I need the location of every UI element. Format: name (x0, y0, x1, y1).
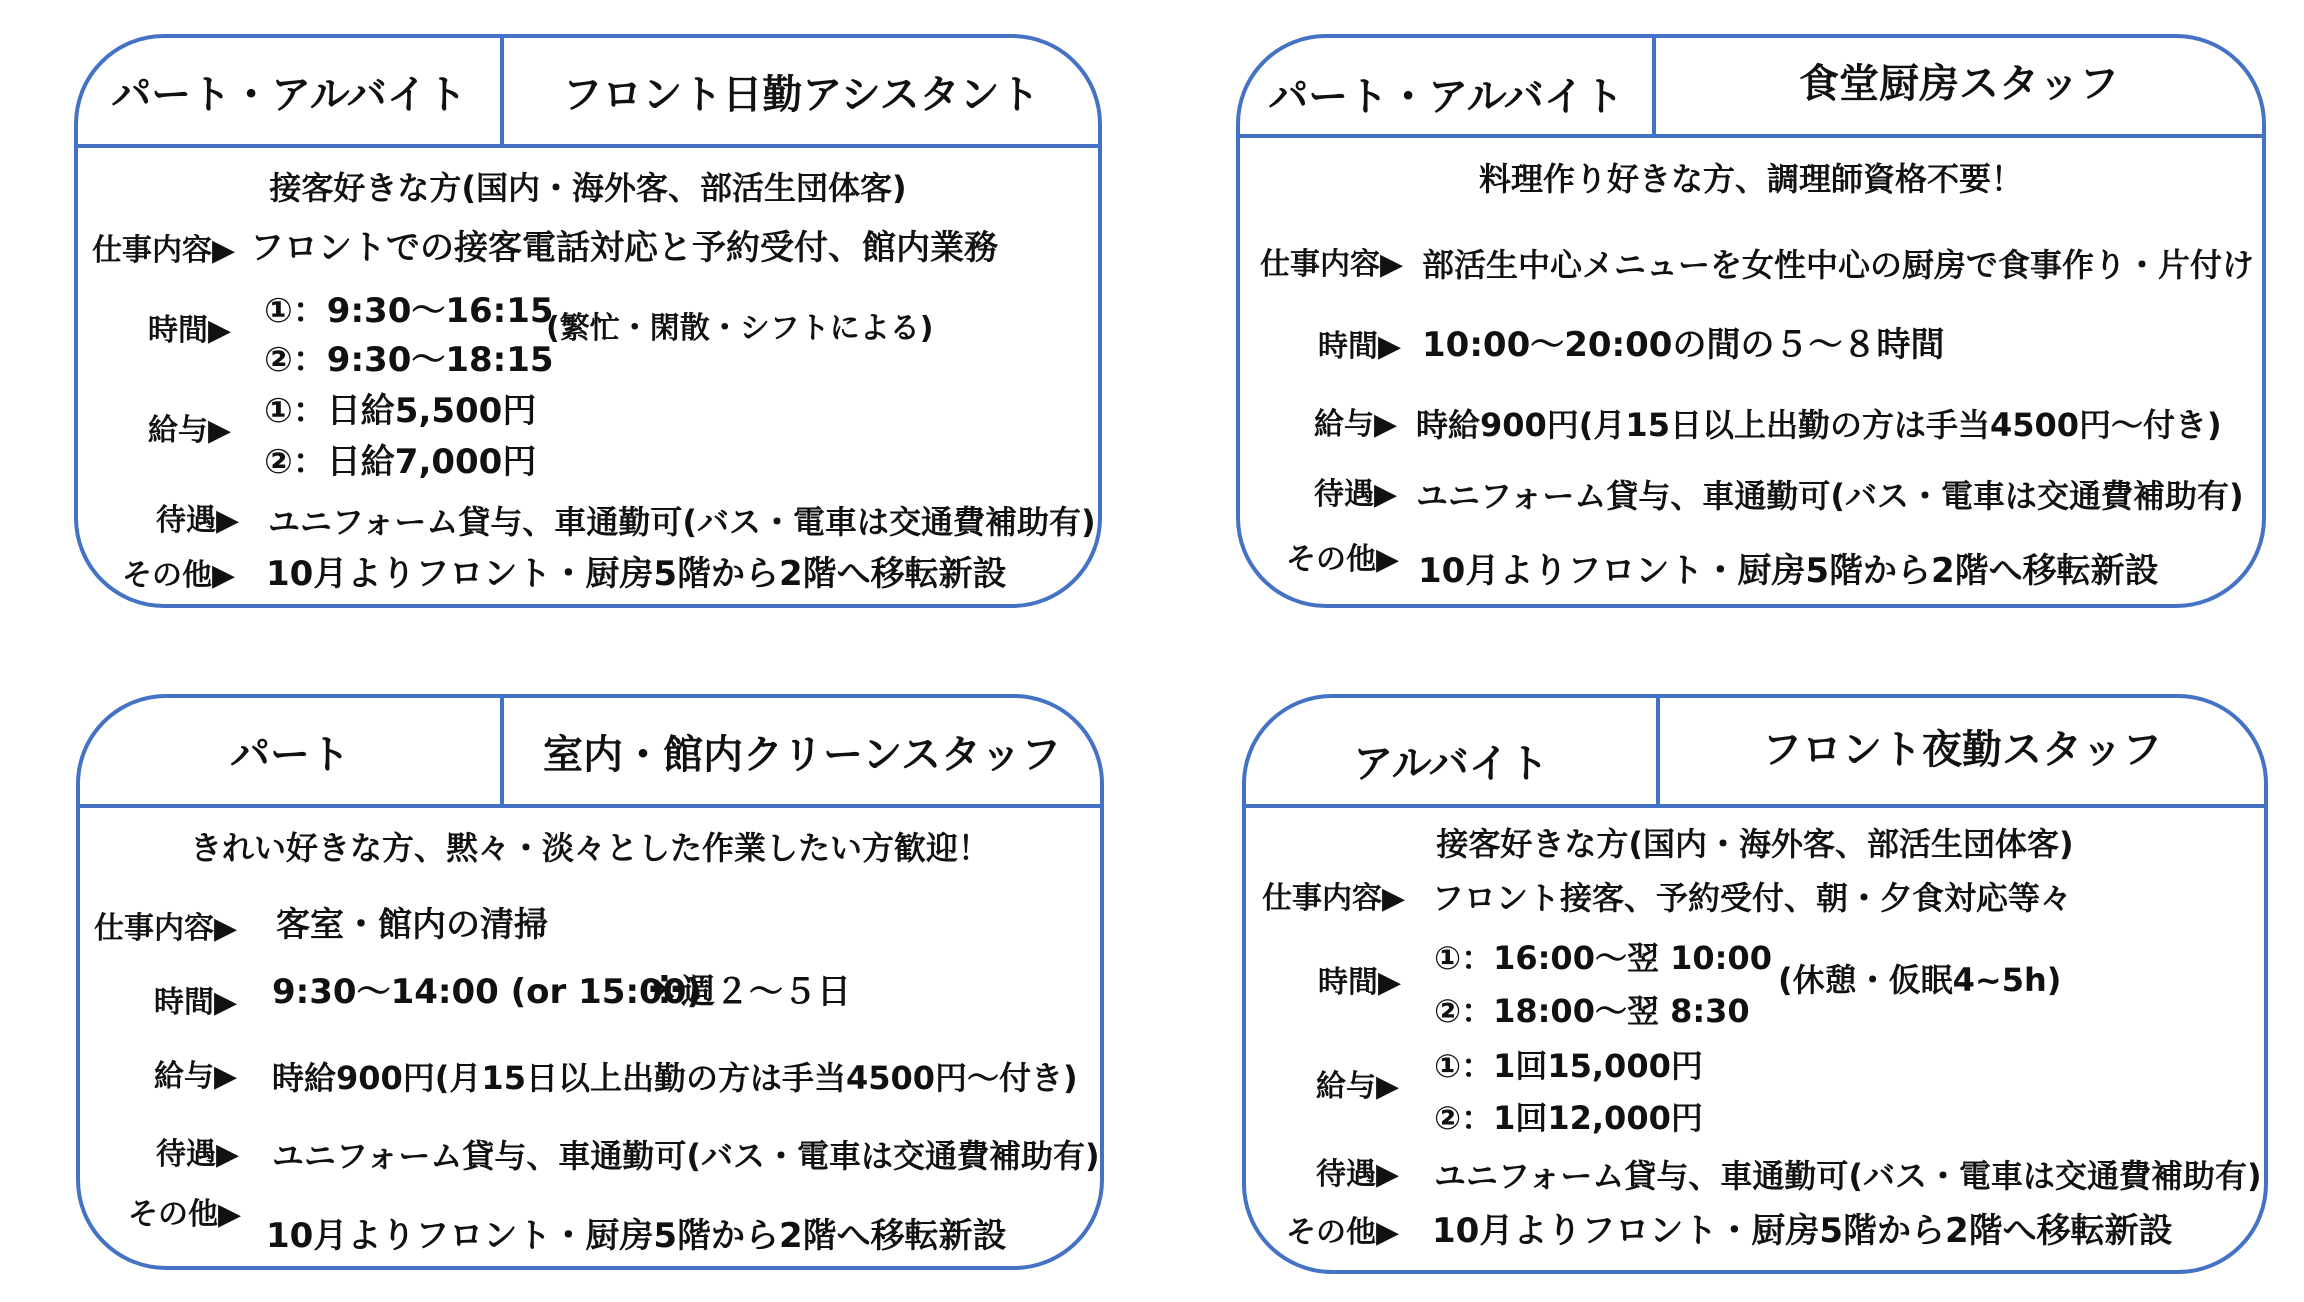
pay-option-2: ②：1回12,000円 (1434, 1099, 1703, 1137)
pay: 時給900円(月15日以上出勤の方は手当4500円〜付き) (272, 1059, 1078, 1097)
hours-note: (休憩・仮眠4~5h) (1778, 961, 2062, 999)
other-info: 10月よりフロント・厨房5階から2階へ移転新設 (266, 1216, 1007, 1256)
hours-label: 時間▶ (148, 313, 232, 348)
pay-option-1: ①：日給5,500円 (264, 391, 537, 431)
job-title: フロント夜勤スタッフ (1762, 726, 2162, 773)
other-label: その他▶ (122, 558, 236, 593)
hours: 9:30〜14:00 (or 15:00) (272, 972, 702, 1012)
hours: 10:00〜20:00の間の５〜８時間 (1422, 325, 1945, 365)
tagline: 接客好きな方(国内・海外客、部活生団体客) (269, 169, 907, 207)
hours-note: ※週２〜５日 (648, 972, 852, 1012)
pay-option-1: ①：1回15,000円 (1434, 1047, 1703, 1085)
job-card-kitchen (1236, 34, 2266, 608)
job-title: フロント日勤アシスタント (562, 71, 1040, 118)
job-description: フロント接客、予約受付、朝・夕食対応等々 (1432, 879, 2073, 917)
job-label: 仕事内容▶ (92, 233, 236, 268)
job-description: 部活生中心メニューを女性中心の厨房で食事作り・片付け (1422, 246, 2255, 284)
card-header (1240, 38, 2262, 138)
hours-label: 時間▶ (154, 985, 238, 1020)
employment-type: アルバイト (1353, 740, 1549, 787)
benefits-label: 待遇▶ (1314, 477, 1398, 512)
hours-label: 時間▶ (1318, 965, 1402, 1000)
hours-option-2: ②：9:30〜18:15 (264, 340, 554, 380)
other-info: 10月よりフロント・厨房5階から2階へ移転新設 (266, 554, 1007, 594)
job-label: 仕事内容▶ (1260, 247, 1404, 282)
tagline: きれい好きな方、黙々・淡々とした作業したい方歓迎！ (189, 829, 990, 867)
job-label: 仕事内容▶ (1262, 881, 1406, 916)
pay: 時給900円(月15日以上出勤の方は手当4500円〜付き) (1416, 406, 2222, 444)
card-header (1246, 698, 2264, 808)
job-description: 客室・館内の清掃 (276, 905, 548, 945)
job-card-front-day (74, 34, 1102, 608)
pay-option-2: ②：日給7,000円 (264, 442, 537, 482)
job-card-cleaning (76, 694, 1104, 1270)
pay-label: 給与▶ (1314, 407, 1398, 442)
employment-type: パート・アルバイト (111, 71, 467, 118)
hours-note: (繁忙・閑散・シフトによる) (546, 311, 934, 346)
tagline: 接客好きな方(国内・海外客、部活生団体客) (1436, 825, 2074, 863)
hours-option-1: ①：9:30〜16:15 (264, 291, 554, 331)
benefits: ユニフォーム貸与、車通勤可(バス・電車は交通費補助有) (1416, 477, 2244, 515)
benefits-label: 待遇▶ (156, 503, 240, 538)
employment-type: パート (230, 731, 350, 778)
other-label: その他▶ (1286, 1215, 1400, 1250)
other-info: 10月よりフロント・厨房5階から2階へ移転新設 (1418, 551, 2159, 591)
job-card-front-night (1242, 694, 2268, 1274)
job-label: 仕事内容▶ (94, 911, 238, 946)
employment-type: パート・アルバイト (1268, 73, 1624, 120)
job-description: フロントでの接客電話対応と予約受付、館内業務 (250, 228, 998, 268)
benefits: ユニフォーム貸与、車通勤可(バス・電車は交通費補助有) (1434, 1157, 2262, 1195)
tagline: 料理作り好きな方、調理師資格不要！ (1478, 160, 2023, 198)
other-label: その他▶ (128, 1197, 242, 1232)
pay-label: 給与▶ (154, 1059, 238, 1094)
benefits-label: 待遇▶ (156, 1137, 240, 1172)
pay-label: 給与▶ (148, 413, 232, 448)
hours-label: 時間▶ (1318, 329, 1402, 364)
hours-option-2: ②：18:00〜翌 8:30 (1434, 992, 1750, 1030)
card-header (78, 38, 1098, 148)
benefits-label: 待遇▶ (1316, 1157, 1400, 1192)
benefits: ユニフォーム貸与、車通勤可(バス・電車は交通費補助有) (272, 1137, 1100, 1175)
pay-label: 給与▶ (1316, 1069, 1400, 1104)
other-label: その他▶ (1286, 542, 1400, 577)
benefits: ユニフォーム貸与、車通勤可(バス・電車は交通費補助有) (268, 503, 1096, 541)
card-header (80, 698, 1100, 808)
job-title: 室内・館内クリーンスタッフ (543, 731, 1061, 778)
other-info: 10月よりフロント・厨房5階から2階へ移転新設 (1432, 1211, 2173, 1251)
job-title: 食堂厨房スタッフ (1799, 60, 2119, 107)
hours-option-1: ①：16:00〜翌 10:00 (1434, 939, 1772, 977)
